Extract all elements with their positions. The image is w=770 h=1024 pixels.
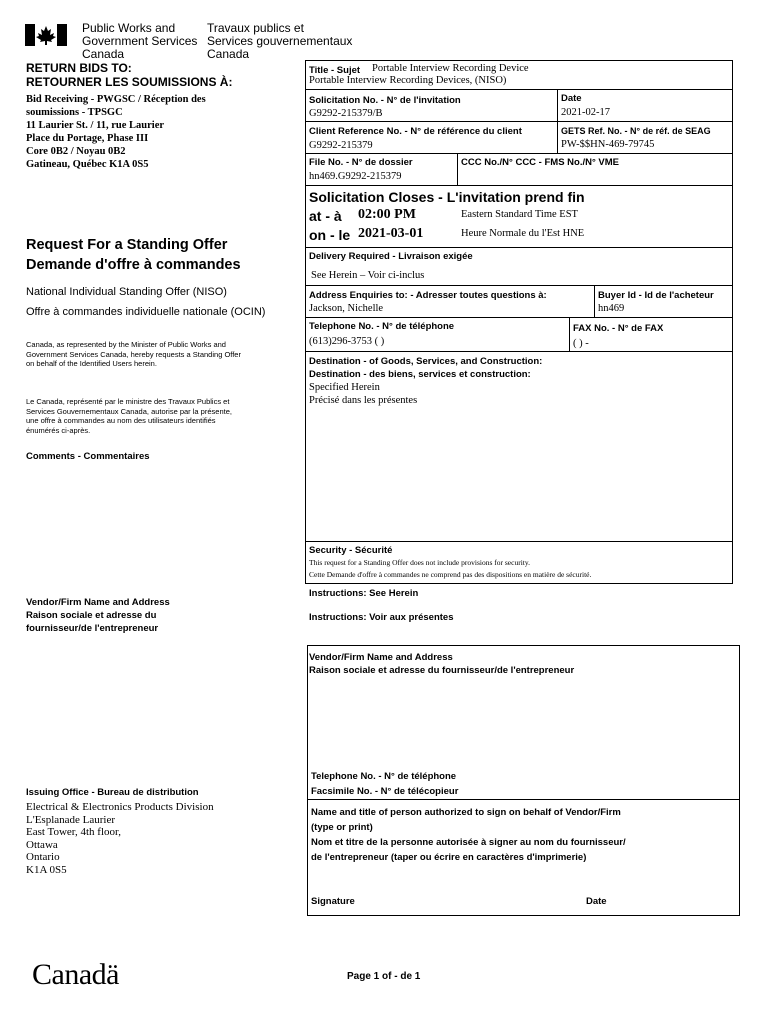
title-value-2: Portable Interview Recording Devices, (NISO) [309, 75, 507, 86]
closing-time: 02:00 PM [358, 207, 416, 222]
telephone-value: (613)296-3753 ( ) [309, 336, 385, 347]
government-flag-icon [25, 24, 67, 46]
instructions-french: Instructions: Voir aux présentes [309, 612, 454, 623]
fax-label: FAX No. - N° de FAX [573, 323, 664, 334]
buyer-id-value: hn469 [598, 303, 625, 314]
closing-date: 2021-03-01 [358, 226, 424, 241]
department-name-english: Public Works and Government Services Canada [82, 21, 198, 61]
security-label: Security - Sécurité [309, 545, 393, 556]
file-number-value: hn469.G9292-215379 [309, 171, 402, 182]
request-paragraph-english: Canada, as represented by the Minister of Public Works and Government Services Canada, hereby requests a Standing Offer on behalf of the Identified Users herein. [26, 340, 241, 368]
solicitation-number-value: G9292-215379/B [309, 108, 383, 119]
client-reference-value: G9292-215379 [309, 140, 373, 151]
authorized-person-label: Name and title of person authorized to sign on behalf of Vendor/Firm (type or print) Nom et titre de la personne autorisée à signer au nom du fournisseur/ de l'entrepreneur (taper ou écrire en caractères d'imprimerie) [311, 807, 626, 863]
issuing-office-address: Electrical & Electronics Products Division L'Esplanade Laurier East Tower, 4th floor, Ottawa Ontario K1A 0S5 [26, 801, 214, 876]
vendor-box-label: Vendor/Firm Name and Address Raison sociale et adresse du fournisseur/de l'entrepreneur [309, 652, 575, 676]
file-number-label: File No. - N° de dossier [309, 157, 413, 168]
gets-reference-value: PW-$$HN-469-79745 [561, 139, 655, 150]
title-value-1: Portable Interview Recording Device [372, 63, 529, 74]
comments-label: Comments - Commentaires [26, 451, 150, 462]
time-zone-english: Eastern Standard Time EST [461, 209, 578, 220]
security-text-english: This request for a Standing Offer does not include provisions for security. [309, 558, 530, 567]
address-enquiries-value: Jackson, Nichelle [309, 303, 384, 314]
department-name-french: Travaux publics et Services gouvernementaux Canada [207, 21, 353, 61]
solicitation-closes-title: Solicitation Closes - L'invitation prend fin [309, 189, 585, 205]
request-paragraph-french: Le Canada, représenté par le ministre des Travaux Publics et Services Gouvernementaux Canada, autorise par la présente, une offre à commandes au nom des utilisateurs identifiés énumérés ci-après. [26, 397, 232, 435]
vendor-telephone-label: Telephone No. - N° de téléphone [311, 771, 457, 782]
buyer-id-label: Buyer Id - Id de l'acheteur [598, 290, 714, 301]
address-enquiries-label: Address Enquiries to: - Adresser toutes questions à: [309, 290, 547, 301]
date-label: Date [561, 93, 582, 104]
ccc-number-label: CCC No./N° CCC - FMS No./N° VME [461, 157, 620, 168]
request-title: Request For a Standing Offer Demande d'offre à commandes [26, 237, 241, 273]
fax-value: ( ) - [573, 338, 589, 349]
signature-label: Signature [311, 896, 355, 907]
vendor-facsimile-label: Facsimile No. - N° de télécopieur [311, 786, 459, 797]
destination-value: Specified Herein Précisé dans les présentes [309, 382, 418, 406]
page-number: Page 1 of - de 1 [347, 971, 421, 982]
canada-wordmark: Canadä [32, 958, 119, 991]
gets-reference-label: GETS Ref. No. - N° de réf. de SEAG [561, 126, 711, 136]
signature-date-label: Date [586, 896, 607, 907]
security-text-french: Cette Demande d'offre à commandes ne comprend pas des dispositions en matière de sécurité. [309, 570, 592, 579]
at-label: at - à [309, 208, 342, 224]
return-bids-address: Bid Receiving - PWGSC / Réception des soumissions - TPSGC 11 Laurier St. / 11, rue Laurier Place du Portage, Phase III Core 0B2 / Noyau 0B2 Gatineau, Québec K1A 0S5 [26, 94, 206, 170]
vendor-firm-label: Vendor/Firm Name and Address Raison sociale et adresse du fournisseur/de l'entrepreneur [26, 597, 170, 634]
date-value: 2021-02-17 [561, 107, 610, 118]
solicitation-number-label: Solicitation No. - N° de l'invitation [309, 95, 461, 106]
return-bids-title: RETURN BIDS TO: RETOURNER LES SOUMISSIONS À: [26, 61, 233, 89]
time-zone-french: Heure Normale du l'Est HNE [461, 228, 585, 239]
delivery-required-value: See Herein – Voir ci-inclus [311, 270, 425, 281]
delivery-required-label: Delivery Required - Livraison exigée [309, 251, 473, 262]
offer-type: National Individual Standing Offer (NISO) Offre à commandes individuelle nationale (OCIN) [26, 286, 266, 318]
client-reference-label: Client Reference No. - N° de référence du client [309, 126, 522, 137]
issuing-office-label: Issuing Office - Bureau de distribution [26, 787, 199, 798]
telephone-label: Telephone No. - N° de téléphone [309, 321, 455, 332]
on-label: on - le [309, 227, 351, 243]
instructions-english: Instructions: See Herein [309, 588, 419, 599]
destination-label: Destination - of Goods, Services, and Construction: Destination - des biens, services et construction: [309, 356, 543, 380]
title-label: Title - Sujet [309, 65, 361, 76]
